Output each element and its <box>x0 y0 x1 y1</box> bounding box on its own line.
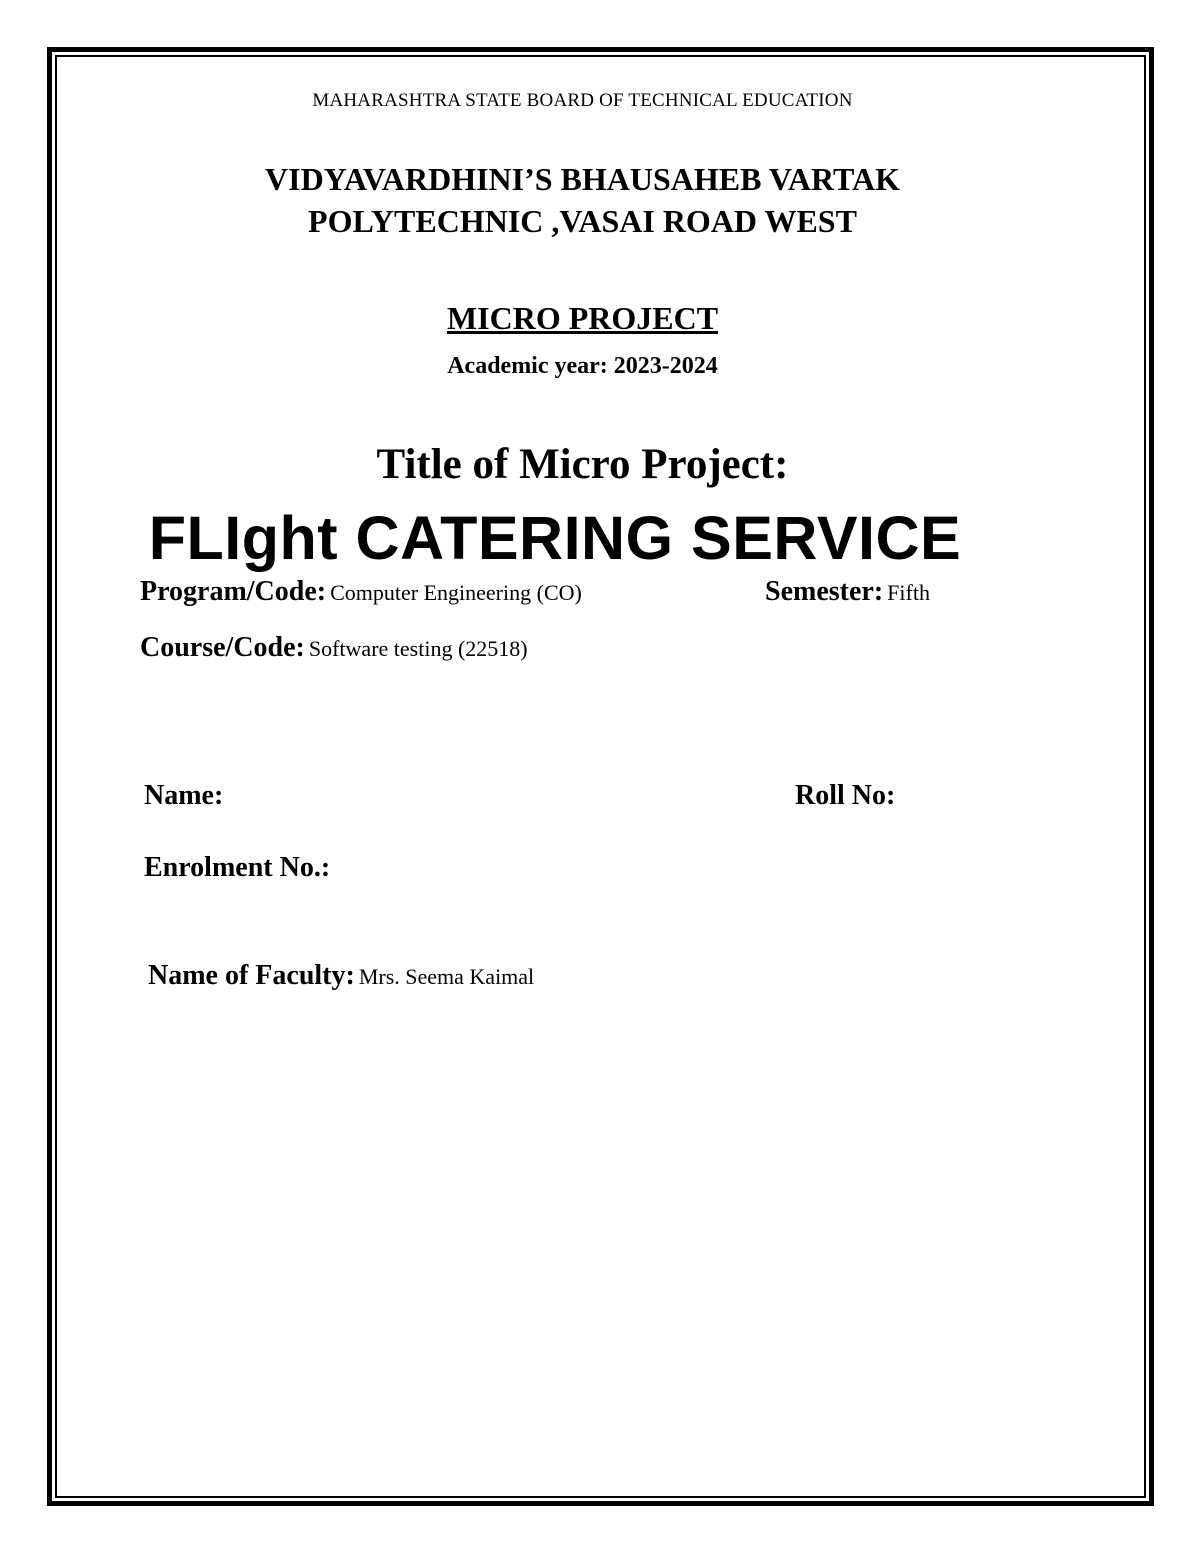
faculty-value: Mrs. Seema Kaimal <box>358 964 535 989</box>
project-title: FLIght CATERING SERVICE <box>148 504 962 572</box>
board-name: MAHARASHTRA STATE BOARD OF TECHNICAL EDUCATION <box>312 90 853 111</box>
enrolment-no-label: Enrolment No.: <box>144 852 331 883</box>
program-code-label: Program/Code: <box>140 576 327 607</box>
program-code <box>140 576 582 608</box>
page-border-inner <box>55 55 1146 1498</box>
micro-project-heading: MICRO PROJECT <box>446 300 719 336</box>
semester-label: Semester: <box>765 576 884 607</box>
program-code-value: Computer Engineering (CO) <box>330 580 582 605</box>
academic-year-label: Academic year: <box>447 353 608 379</box>
faculty <box>148 960 534 992</box>
academic-year-value: 2023-2024 <box>613 353 718 379</box>
course-code-label: Course/Code: <box>140 632 305 663</box>
semester-value: Fifth <box>887 580 930 605</box>
roll-no-label: Roll No: <box>795 780 896 811</box>
faculty-label: Name of Faculty: <box>148 960 355 991</box>
course-code-value: Software testing (22518) <box>308 636 528 661</box>
college-name-line1: VIDYAVARDHINI’S BHAUSAHEB VARTAK <box>265 161 900 197</box>
student-name-label: Name: <box>144 780 224 811</box>
academic-year <box>0 353 1165 380</box>
college-name-line2: POLYTECHNIC ,VASAI ROAD WEST <box>308 203 857 239</box>
semester <box>765 576 930 608</box>
college-name <box>0 158 1165 242</box>
course-code <box>140 632 528 664</box>
project-title-label: Title of Micro Project: <box>376 441 789 488</box>
